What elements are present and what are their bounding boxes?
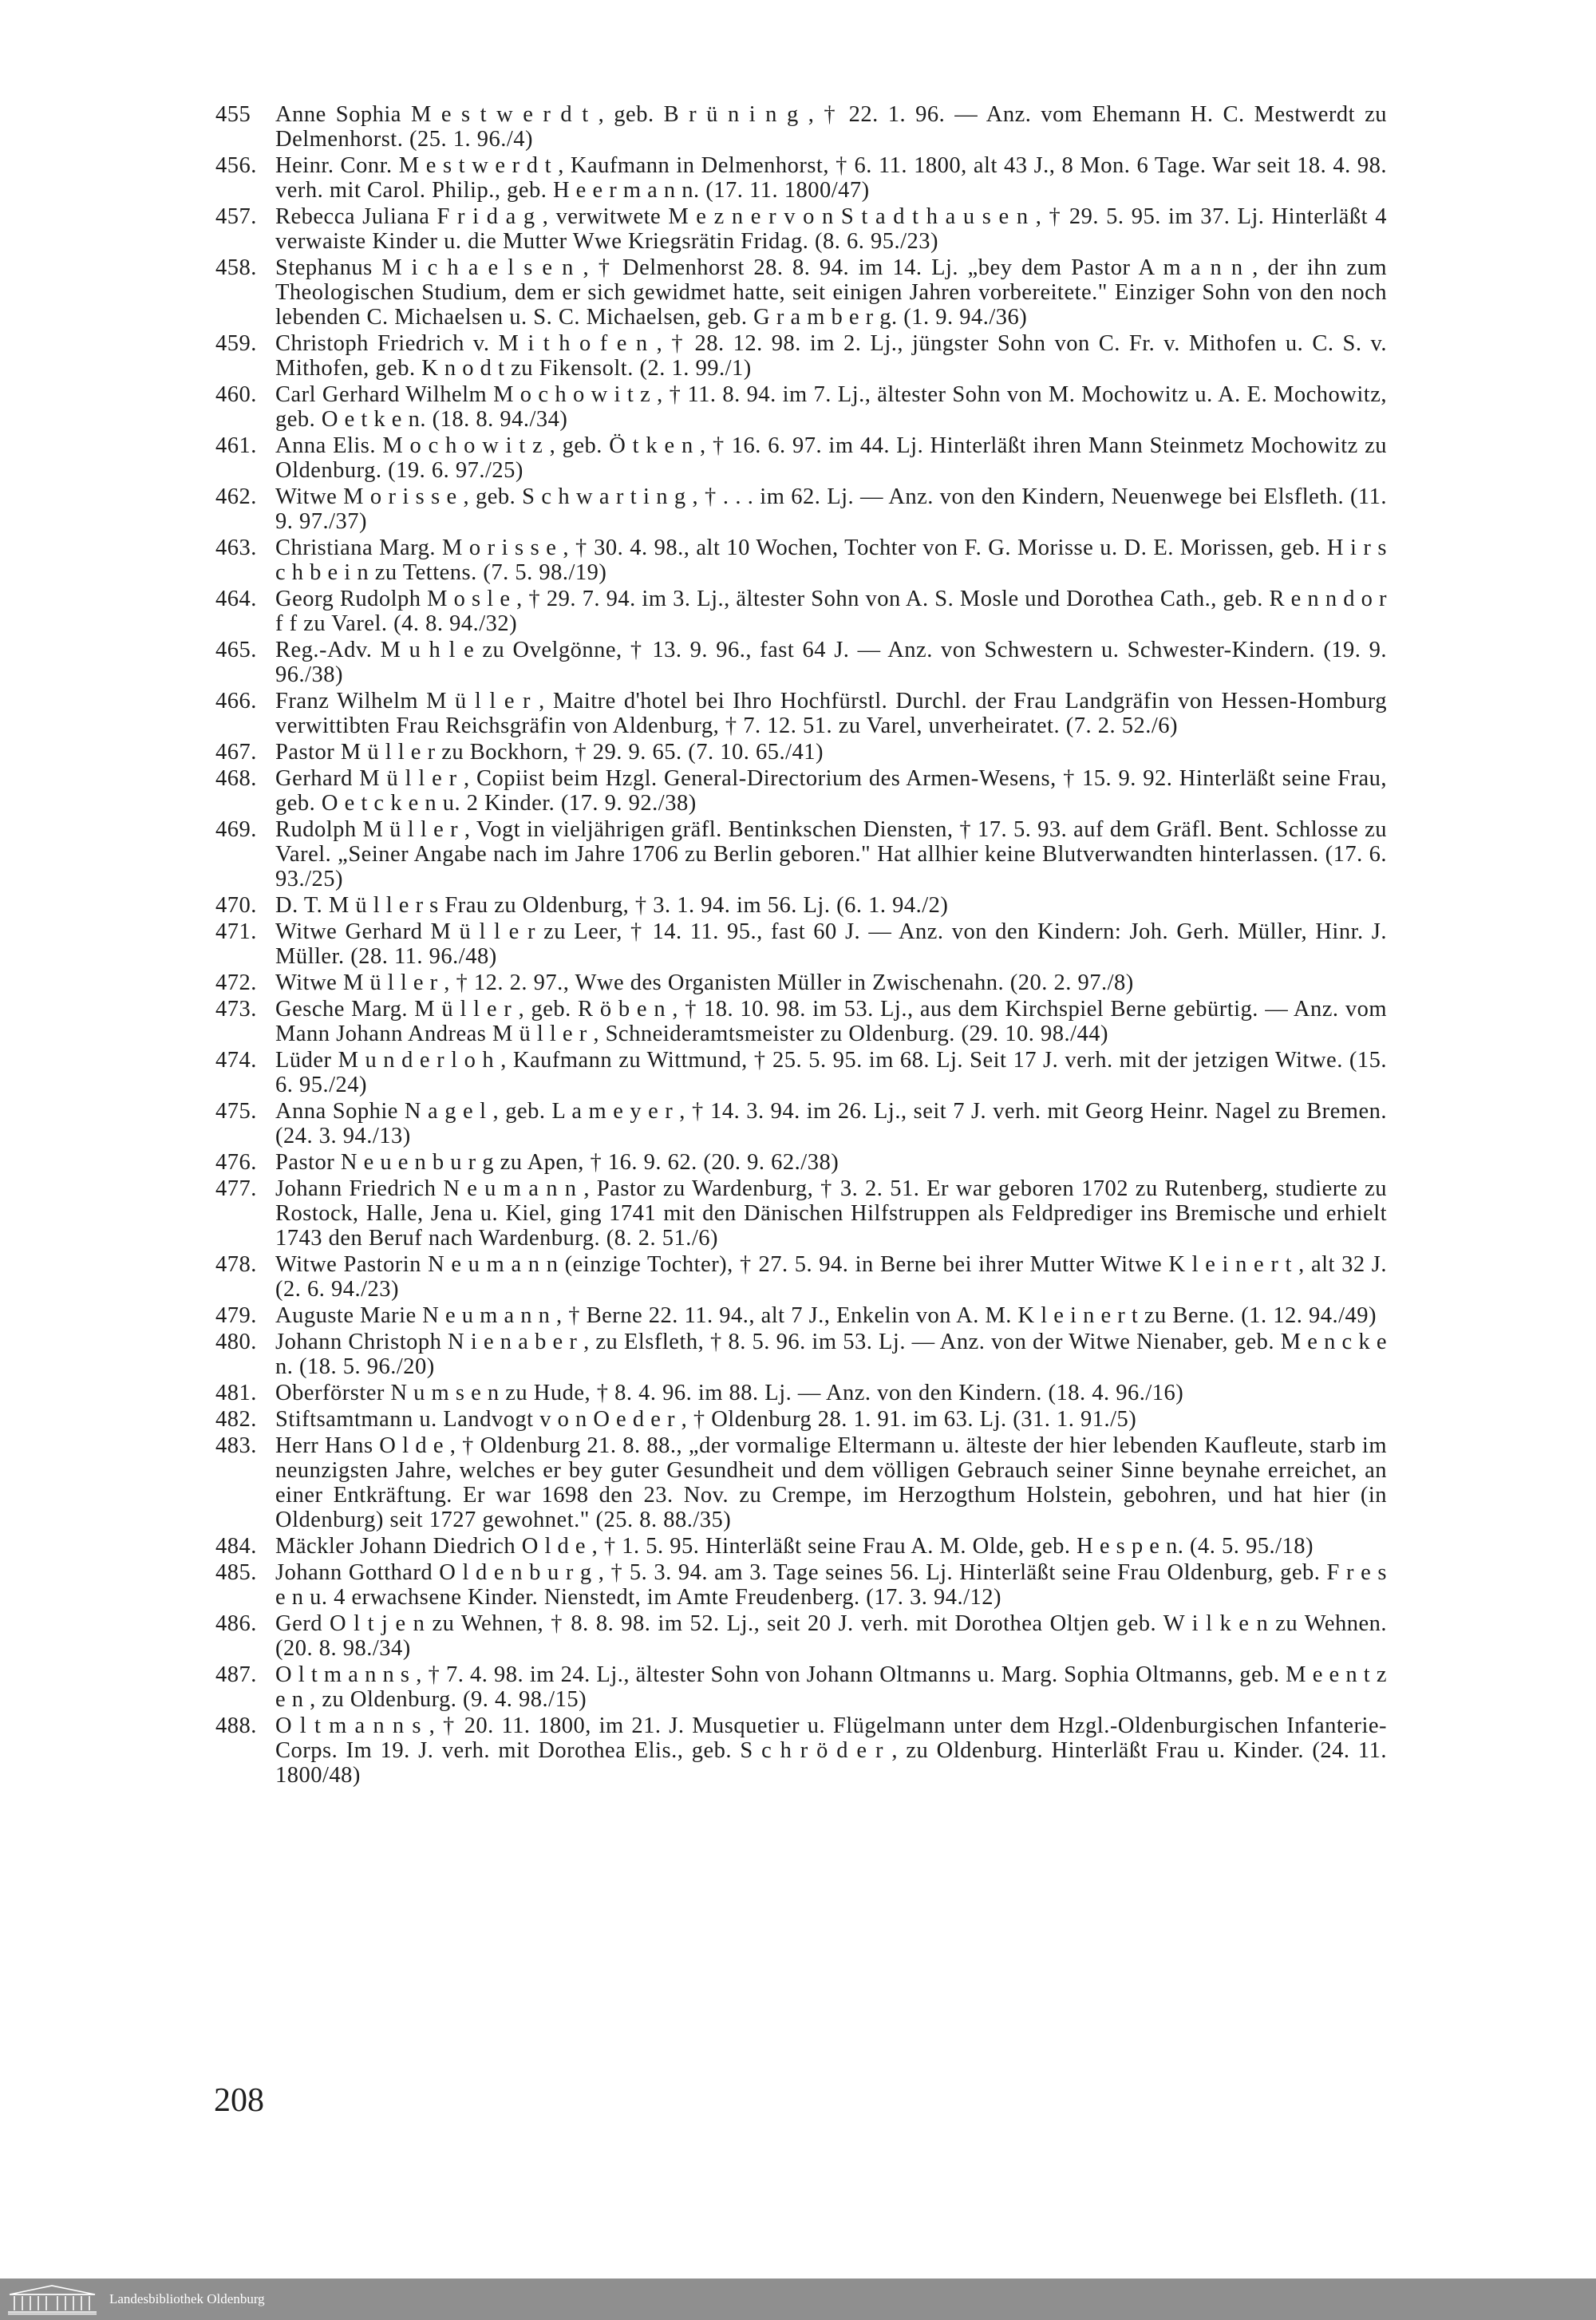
entry-item	[215, 919, 1387, 969]
entry-text: Anne Sophia M e s t w e r d t , geb. B r ü n i n g , † 22. 1. 96. — Anz. vom Ehemann H. C. Mestwerdt zu Delmenhorst. (25. 1. 96./4)	[275, 102, 1387, 152]
library-name: Landesbibliothek Oldenburg	[109, 2291, 265, 2306]
entry-item	[215, 1252, 1387, 1302]
entry-text: Reg.-Adv. M u h l e zu Ovelgönne, † 13. 9. 96., fast 64 J. — Anz. von Schwestern u. Schwester-Kindern. (19. 9. 96./38)	[275, 638, 1387, 687]
entry-number: 468.	[215, 766, 257, 791]
entry-number: 479.	[215, 1303, 257, 1328]
entry-item	[215, 255, 1387, 330]
entry-number: 476.	[215, 1150, 257, 1175]
entry-item	[215, 102, 1387, 152]
entry-text: D. T. M ü l l e r s Frau zu Oldenburg, † 3. 1. 94. im 56. Lj. (6. 1. 94./2)	[275, 893, 949, 918]
entry-item	[215, 970, 1387, 995]
entry-text: Pastor N e u e n b u r g zu Apen, † 16. 9. 62. (20. 9. 62./38)	[275, 1150, 839, 1175]
entry-text: Witwe M o r i s s e , geb. S c h w a r t i n g , † . . . im 62. Lj. — Anz. von den Kindern, Neuenwege bei Elsfleth. (11. 9. 97./37)	[275, 484, 1387, 534]
entry-item	[215, 1176, 1387, 1251]
entry-number: 457.	[215, 204, 257, 229]
entry-item	[215, 1048, 1387, 1097]
entry-item	[215, 740, 1387, 765]
entry-item	[215, 536, 1387, 585]
entry-text: Witwe Pastorin N e u m a n n (einzige Tochter), † 27. 5. 94. in Berne bei ihrer Mutter Witwe K l e i n e r t , alt 32 J. (2. 6. 94./23)	[275, 1252, 1387, 1302]
entry-number: 482.	[215, 1407, 257, 1432]
entry-item	[215, 1534, 1387, 1559]
entry-number: 486.	[215, 1611, 257, 1636]
entry-number: 459.	[215, 331, 257, 356]
entry-text: Johann Gotthard O l d e n b u r g , † 5. 3. 94. am 3. Tage seines 56. Lj. Hinterläßt seine Frau Oldenburg, geb. F r e s e n u. 4 erwachsene Kinder. Nienstedt, im Amte Freudenberg. (17. 3. 94./12)	[275, 1560, 1387, 1610]
entry-item	[215, 331, 1387, 381]
page-number: 208	[214, 2082, 264, 2119]
entry-number: 467.	[215, 740, 257, 765]
entry-number: 488.	[215, 1713, 257, 1738]
entry-number: 470.	[215, 893, 257, 918]
entry-number: 455	[215, 102, 251, 127]
entry-item	[215, 1713, 1387, 1788]
entry-number: 474.	[215, 1048, 257, 1073]
entry-number: 475.	[215, 1099, 257, 1124]
entry-item	[215, 1381, 1387, 1405]
entry-item	[215, 484, 1387, 534]
entry-number: 463.	[215, 536, 257, 560]
entry-item	[215, 1611, 1387, 1661]
entry-item	[215, 997, 1387, 1046]
entry-item	[215, 1303, 1387, 1328]
entry-item	[215, 817, 1387, 891]
footer-bar	[0, 2279, 1596, 2320]
entry-item	[215, 766, 1387, 816]
entry-number: 480.	[215, 1330, 257, 1354]
entry-text: O l t m a n n s , † 20. 11. 1800, im 21. J. Musquetier u. Flügelmann unter dem Hzgl.-Oldenburgischen Infanterie-Corps. Im 19. J. verh. mit Dorothea Elis., geb. S c h r ö d e r , zu Oldenburg. Hinterläßt Frau u. Kinder. (24. 11. 1800/48)	[275, 1713, 1387, 1788]
entry-number: 481.	[215, 1381, 257, 1405]
entry-text: Stiftsamtmann u. Landvogt v o n O e d e r , † Oldenburg 28. 1. 91. im 63. Lj. (31. 1. 91./5)	[275, 1407, 1137, 1432]
entry-number: 464.	[215, 587, 257, 611]
entry-text: Rudolph M ü l l e r , Vogt in vieljährigen gräfl. Bentinkschen Diensten, † 17. 5. 93. auf dem Gräfl. Bent. Schlosse zu Varel. „Seiner Angabe nach im Jahre 1706 zu Berlin geboren." Hat allhier keine Blutverwandten hinterlassen. (17. 6. 93./25)	[275, 817, 1387, 891]
entry-text: Johann Friedrich N e u m a n n , Pastor zu Wardenburg, † 3. 2. 51. Er war geboren 1702 zu Rutenberg, studierte zu Rostock, Halle, Jena u. Kiel, ging 1741 mit den Dänischen Hilfstruppen als Feldprediger ins Bremische und erhielt 1743 den Beruf nach Wardenburg. (8. 2. 51./6)	[275, 1176, 1387, 1251]
entry-item	[215, 638, 1387, 687]
entry-number: 469.	[215, 817, 257, 842]
entry-text: Georg Rudolph M o s l e , † 29. 7. 94. im 3. Lj., ältester Sohn von A. S. Mosle und Dorothea Cath., geb. R e n n d o r f f zu Varel. (4. 8. 94./32)	[275, 587, 1387, 636]
entry-item	[215, 204, 1387, 254]
entry-item	[215, 1099, 1387, 1148]
entry-item	[215, 153, 1387, 203]
entry-text: Johann Christoph N i e n a b e r , zu Elsfleth, † 8. 5. 96. im 53. Lj. — Anz. von der Witwe Nienaber, geb. M e n c k e n. (18. 5. 96./20)	[275, 1330, 1387, 1379]
entry-number: 483.	[215, 1433, 257, 1458]
entry-text: Lüder M u n d e r l o h , Kaufmann zu Wittmund, † 25. 5. 95. im 68. Lj. Seit 17 J. verh. mit der jetzigen Witwe. (15. 6. 95./24)	[275, 1048, 1387, 1097]
entry-list	[215, 102, 1387, 1789]
entry-number: 466.	[215, 689, 257, 713]
entry-text: Auguste Marie N e u m a n n , † Berne 22. 11. 94., alt 7 J., Enkelin von A. M. K l e i n e r t zu Berne. (1. 12. 94./49)	[275, 1303, 1377, 1328]
entry-text: Anna Elis. M o c h o w i t z , geb. Ö t k e n , † 16. 6. 97. im 44. Lj. Hinterläßt ihren Mann Steinmetz Mochowitz zu Oldenburg. (19. 6. 97./25)	[275, 433, 1387, 483]
entry-text: Witwe Gerhard M ü l l e r zu Leer, † 14. 11. 95., fast 60 J. — Anz. von den Kindern: Joh. Gerh. Müller, Hinr. J. Müller. (28. 11. 96./48)	[275, 919, 1387, 969]
entry-text: Carl Gerhard Wilhelm M o c h o w i t z , † 11. 8. 94. im 7. Lj., ältester Sohn von M. Mochowitz u. A. E. Mochowitz, geb. O e t k e n. (18. 8. 94./34)	[275, 382, 1387, 432]
entry-item	[215, 1662, 1387, 1712]
entry-text: Mäckler Johann Diedrich O l d e , † 1. 5. 95. Hinterläßt seine Frau A. M. Olde, geb. H e s p e n. (4. 5. 95./18)	[275, 1534, 1314, 1559]
entry-item	[215, 382, 1387, 432]
entry-text: Herr Hans O l d e , † Oldenburg 21. 8. 88., „der vormalige Eltermann u. älteste der hier lebenden Kaufleute, starb im neunzigsten Jahre, welches er bey guter Gesundheit und dem völligen Gebrauch seiner Sinne beynahe erreichet, an einer Entkräftung. Er war 1698 den 23. Nov. zu Crempe, im Herzogthum Holstein, gebohren, und hat hier (in Oldenburg) seit 1727 gewohnet." (25. 8. 88./35)	[275, 1433, 1387, 1532]
entry-number: 460.	[215, 382, 257, 407]
entry-text: Gerd O l t j e n zu Wehnen, † 8. 8. 98. im 52. Lj., seit 20 J. verh. mit Dorothea Oltjen geb. W i l k e n zu Wehnen. (20. 8. 98./34)	[275, 1611, 1387, 1661]
entry-number: 462.	[215, 484, 257, 509]
entry-item	[215, 1560, 1387, 1610]
entry-item	[215, 587, 1387, 636]
entry-number: 465.	[215, 638, 257, 662]
entry-text: Pastor M ü l l e r zu Bockhorn, † 29. 9. 65. (7. 10. 65./41)	[275, 740, 824, 765]
entry-text: Christoph Friedrich v. M i t h o f e n , † 28. 12. 98. im 2. Lj., jüngster Sohn von C. Fr. v. Mithofen u. C. S. v. Mithofen, geb. K n o d t zu Fikensolt. (2. 1. 99./1)	[275, 331, 1387, 381]
entry-number: 484.	[215, 1534, 257, 1559]
entry-item	[215, 893, 1387, 918]
entry-text: Witwe M ü l l e r , † 12. 2. 97., Wwe des Organisten Müller in Zwischenahn. (20. 2. 97./8)	[275, 970, 1134, 995]
entry-text: Stephanus M i c h a e l s e n , † Delmenhorst 28. 8. 94. im 14. Lj. „bey dem Pastor A m a n n , der ihn zum Theologischen Studium, dem er sich gewidmet hatte, seit einigen Jahren vorbereitete." Einziger Sohn von den noch lebenden C. Michaelsen u. S. C. Michaelsen, geb. G r a m b e r g. (1. 9. 94./36)	[275, 255, 1387, 330]
entry-item	[215, 1150, 1387, 1175]
entry-text: O l t m a n n s , † 7. 4. 98. im 24. Lj., ältester Sohn von Johann Oltmanns u. Marg. Sophia Oltmanns, geb. M e e n t z e n , zu Oldenburg. (9. 4. 98./15)	[275, 1662, 1387, 1712]
entry-text: Gesche Marg. M ü l l e r , geb. R ö b e n , † 18. 10. 98. im 53. Lj., aus dem Kirchspiel Berne gebürtig. — Anz. vom Mann Johann Andreas M ü l l e r , Schneideramtsmeister zu Oldenburg. (29. 10. 98./44)	[275, 997, 1387, 1046]
entry-number: 458.	[215, 255, 257, 280]
entry-item	[215, 689, 1387, 738]
entry-number: 477.	[215, 1176, 257, 1201]
entry-number: 472.	[215, 970, 257, 995]
entry-text: Heinr. Conr. M e s t w e r d t , Kaufmann in Delmenhorst, † 6. 11. 1800, alt 43 J., 8 Mon. 6 Tage. War seit 18. 4. 98. verh. mit Carol. Philip., geb. H e e r m a n n. (17. 11. 1800/47)	[275, 153, 1387, 203]
entry-item	[215, 433, 1387, 483]
entry-text: Oberförster N u m s e n zu Hude, † 8. 4. 96. im 88. Lj. — Anz. von den Kindern. (18. 4. 96./16)	[275, 1381, 1184, 1405]
entry-item	[215, 1407, 1387, 1432]
entry-number: 487.	[215, 1662, 257, 1687]
library-building-icon	[6, 2283, 98, 2315]
entry-text: Christiana Marg. M o r i s s e , † 30. 4. 98., alt 10 Wochen, Tochter von F. G. Morisse u. D. E. Morissen, geb. H i r s c h b e i n zu Tettens. (7. 5. 98./19)	[275, 536, 1387, 585]
entry-number: 461.	[215, 433, 257, 458]
entry-number: 473.	[215, 997, 257, 1022]
entry-number: 478.	[215, 1252, 257, 1277]
entry-item	[215, 1330, 1387, 1379]
entry-text: Franz Wilhelm M ü l l e r , Maitre d'hotel bei Ihro Hochfürstl. Durchl. der Frau Landgräfin von Hessen-Homburg verwittibten Frau Reichsgräfin von Aldenburg, † 7. 12. 51. zu Varel, unverheiratet. (7. 2. 52./6)	[275, 689, 1387, 738]
entry-text: Rebecca Juliana F r i d a g , verwitwete M e z n e r v o n S t a d t h a u s e n , † 29. 5. 95. im 37. Lj. Hinterläßt 4 verwaiste Kinder u. die Mutter Wwe Kriegsrätin Fridag. (8. 6. 95./23)	[275, 204, 1387, 254]
entry-text: Anna Sophie N a g e l , geb. L a m e y e r , † 14. 3. 94. im 26. Lj., seit 7 J. verh. mit Georg Heinr. Nagel zu Bremen. (24. 3. 94./13)	[275, 1099, 1387, 1148]
entry-number: 456.	[215, 153, 257, 178]
entry-number: 485.	[215, 1560, 257, 1585]
entry-number: 471.	[215, 919, 257, 944]
entry-text: Gerhard M ü l l e r , Copiist beim Hzgl. General-Directorium des Armen-Wesens, † 15. 9. 92. Hinterläßt seine Frau, geb. O e t c k e n u. 2 Kinder. (17. 9. 92./38)	[275, 766, 1387, 816]
entry-item	[215, 1433, 1387, 1532]
